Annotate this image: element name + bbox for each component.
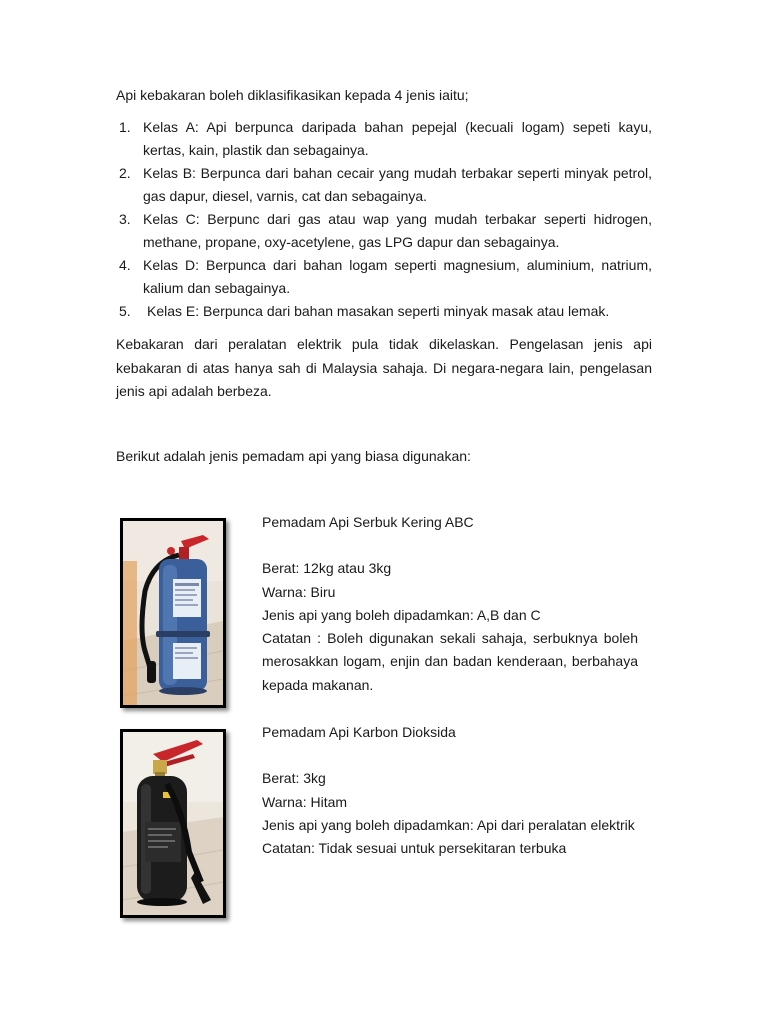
extinguisher-note: Catatan : Boleh digunakan sekali sahaja, serbuknya boleh merosakkan logam, enjin dan badan kenderaan, berbahaya kepada makanan. <box>262 630 638 693</box>
extinguisher-note: Catatan: Tidak sesuai untuk persekitaran terbuka <box>262 840 567 857</box>
list-item <box>116 208 652 254</box>
list-number: 3. <box>119 211 131 227</box>
extinguisher-info-co2 <box>262 721 638 860</box>
list-item <box>116 162 652 208</box>
list-number: 1. <box>119 119 131 135</box>
list-item-text: Kelas C: Berpunc dari gas atau wap yang mudah terbakar seperti hidrogen, methane, propane, oxy-acetylene, gas LPG dapur dan sebagainya. <box>143 211 652 250</box>
extinguisher-weight: Berat: 12kg atau 3kg <box>262 560 392 577</box>
extinguisher-weight: Berat: 3kg <box>262 770 326 787</box>
fire-class-list <box>116 116 652 323</box>
list-number: 5. <box>119 303 131 319</box>
list-item <box>116 116 652 162</box>
extinguisher-info-abc <box>262 511 638 697</box>
blue-fire-extinguisher-icon <box>120 518 226 708</box>
list-item <box>116 254 652 300</box>
list-item-text: Kelas D: Berpunca dari bahan logam seperti magnesium, aluminium, natrium, kalium dan sebagainya. <box>143 257 652 296</box>
list-item <box>116 300 652 323</box>
list-item-text: Kelas E: Berpunca dari bahan masakan seperti minyak masak atau lemak. <box>147 303 610 319</box>
intro-text: Api kebakaran boleh diklasifikasikan kepada 4 jenis iaitu; <box>116 87 469 103</box>
list-item-text: Kelas B: Berpunca dari bahan cecair yang mudah terbakar seperti minyak petrol, gas dapur, diesel, varnis, cat dan sebagainya. <box>143 165 652 204</box>
extinguisher-color: Warna: Hitam <box>262 793 348 810</box>
extinguisher-intro: Berikut adalah jenis pemadam api yang biasa digunakan: <box>116 448 471 464</box>
classification-note: Kebakaran dari peralatan elektrik pula tidak dikelaskan. Pengelasan jenis api kebakaran di atas hanya sah di Malaysia sahaja. Di negara-negara lain, pengelasan jenis api adalah berbeza. <box>116 336 652 399</box>
list-number: 2. <box>119 165 131 181</box>
list-item-text: Kelas A: Api berpunca daripada bahan pepejal (kecuali logam) sepeti kayu, kertas, kain, plastik dan sebagainya. <box>143 119 652 158</box>
black-co2-fire-extinguisher-icon <box>120 729 226 918</box>
extinguisher-title: Pemadam Api Serbuk Kering ABC <box>262 514 474 530</box>
extinguisher-color: Warna: Biru <box>262 583 336 600</box>
extinguisher-title: Pemadam Api Karbon Dioksida <box>262 724 456 740</box>
extinguisher-fire-types: Jenis api yang boleh dipadamkan: A,B dan C <box>262 606 541 623</box>
extinguisher-fire-types: Jenis api yang boleh dipadamkan: Api dari peralatan elektrik <box>262 816 635 833</box>
list-number: 4. <box>119 257 131 273</box>
